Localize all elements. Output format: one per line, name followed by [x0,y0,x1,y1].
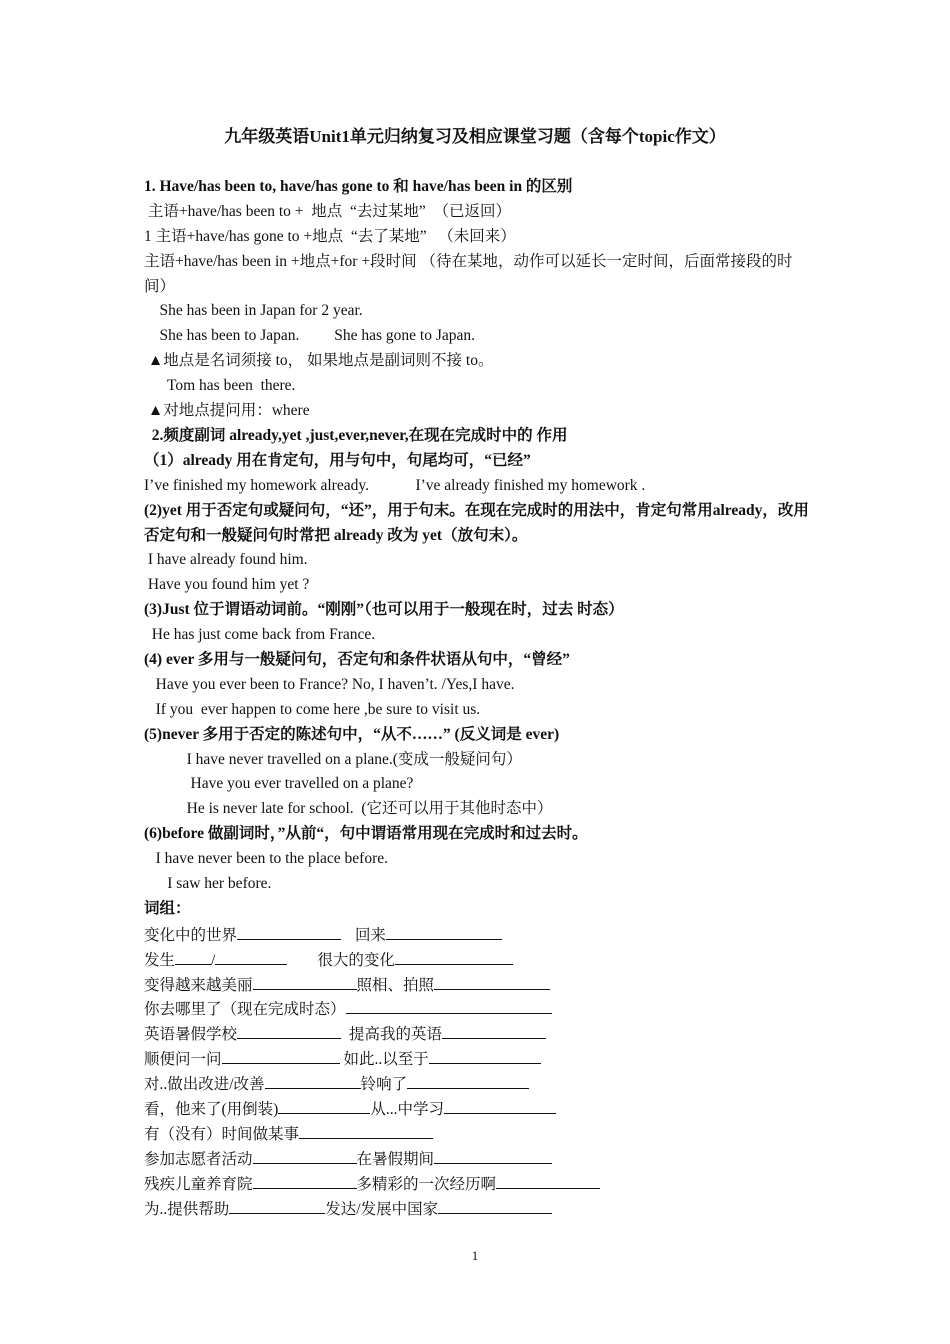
vocab-label: 英语暑假学校 [144,1026,238,1044]
vocab-label: 顺便问一问 [144,1051,222,1069]
text-line: (6)before 做副词时，”从前“，句中谓语常用现在完成时和过去时。 [144,825,588,843]
vocab-label: 从...中学习 [370,1101,444,1119]
text-line: (5)never 多用于否定的陈述句中，“从不……” (反义词是 ever) [144,725,560,743]
text-line: He is never late for school. (它还可以用于其他时态中） [144,800,553,818]
vocab-row [144,972,814,997]
vocab-label: 如此..以至于 [343,1051,429,1069]
text-line: (2)yet 用于否定句或疑问句，“还”，用于句末。在现在完成时的用法中，肯定句常用already，改用否定句和一般疑问句时常把 already 改为 yet（放句末）。 [144,501,809,544]
vocab-label: 为..提供帮助 [144,1200,230,1218]
text-line: Tom has been there. [144,377,296,395]
vocab-label: 回来 [355,926,387,944]
vocab-label: 发达/发展中国家 [325,1200,439,1218]
vocab-row [144,1046,814,1071]
text-line: 2.频度副词 already,yet ,just,ever,never,在现在完成时中的 作用 [144,426,568,444]
vocab-label: 在暑假期间 [356,1150,435,1168]
answer-blank[interactable] [229,1196,325,1214]
vocab-label: 有（没有）时间做某事 [144,1125,300,1143]
text-line: I have never been to the place before. [144,850,388,868]
vocab-label: 很大的变化 [317,951,395,969]
page-title: 九年级英语Unit1单元归纳复习及相应课堂习题（含每个topic作文） [224,127,726,146]
text-line: Have you ever travelled on a plane? [144,775,414,793]
answer-blank[interactable] [175,947,211,965]
text-line: I’ve finished my homework already. I’ve already finished my homework . [144,476,646,494]
answer-blank[interactable] [444,1096,556,1114]
page-number: 1 [471,1248,479,1263]
vocab-label: 对..做出改进/改善 [144,1076,265,1094]
answer-blank[interactable] [222,1046,340,1064]
text-line: I have never travelled on a plane.(变成一般疑问句） [144,750,522,768]
vocab-label: 照相、拍照 [356,976,435,994]
text-line: He has just come back from France. [144,626,376,644]
text-line: 1. Have/has been to, have/has gone to 和 have/has been in 的区别 [144,178,573,195]
vocab-row [144,1071,814,1096]
document-body [144,175,814,1220]
answer-blank[interactable] [299,1121,433,1139]
text-line: 主语+have/has been in +地点+for +段时间 （待在某地，动作可以延长一定时间，后面常接段的时间） [144,252,793,295]
answer-blank[interactable] [496,1171,600,1189]
vocab-row [144,1171,814,1196]
answer-blank[interactable] [253,972,357,990]
vocab-label: 提高我的英语 [349,1026,443,1044]
vocab-row [144,1121,814,1146]
text-line: Have you found him yet ? [144,576,310,594]
text-line: 1 主语+have/has gone to +地点 “去了某地” （未回来） [144,227,516,245]
answer-blank[interactable] [429,1046,541,1064]
text-line: If you ever happen to come here ,be sure to visit us. [144,700,481,718]
text-line: ▲对地点提问用：where [144,402,310,420]
vocab-row [144,947,814,972]
vocab-label: 发生 [144,951,176,969]
answer-blank[interactable] [265,1071,361,1089]
text-line: ▲地点是名词须接 to， 如果地点是副词则不接 to。 [144,352,494,370]
vocab-row [144,1096,814,1121]
answer-blank[interactable] [407,1071,529,1089]
text-line: Have you ever been to France? No, I haven’t. /Yes,I have. [144,675,515,693]
text-line: I have already found him. [144,551,308,569]
vocab-row [144,996,814,1021]
vocab-label: 残疾儿童养育院 [144,1175,253,1193]
vocab-label: 变化中的世界 [144,926,238,944]
answer-blank[interactable] [253,1146,357,1164]
vocab-label: / [211,951,216,969]
vocab-row [144,1146,814,1171]
text-line: She has been to Japan. She has gone to Japan. [144,327,476,345]
text-line: (4) ever 多用与一般疑问句，否定句和条件状语从句中，“曾经” [144,650,570,668]
answer-blank[interactable] [434,1146,552,1164]
answer-blank[interactable] [395,947,513,965]
vocab-label: 看，他来了(用倒装) [144,1101,279,1119]
text-line: （1）already 用在肯定句，用与句中，句尾均可，“已经” [144,451,531,469]
answer-blank[interactable] [253,1171,357,1189]
vocab-label: 铃响了 [360,1076,408,1094]
answer-blank[interactable] [278,1096,370,1114]
vocab-row [144,1196,814,1221]
text-line: 主语+have/has been to + 地点 “去过某地” （已返回） [144,202,512,220]
answer-blank[interactable] [442,1021,546,1039]
answer-blank[interactable] [346,996,552,1014]
text-line: 词组： [144,899,191,917]
vocab-label: 多精彩的一次经历啊 [356,1175,497,1193]
answer-blank[interactable] [386,922,502,940]
answer-blank[interactable] [434,972,550,990]
text-line: (3)Just 位于谓语动词前。“刚刚”（也可以用于一般现在时，过去 时态） [144,601,624,619]
vocab-label: 变得越来越美丽 [144,976,253,994]
text-line: I saw her before. [144,875,272,892]
vocab-row [144,1021,814,1046]
vocab-label: 你去哪里了（现在完成时态） [144,1001,346,1019]
answer-blank[interactable] [215,947,287,965]
vocab-label: 参加志愿者活动 [144,1150,253,1168]
text-line: She has been in Japan for 2 year. [144,302,363,320]
answer-blank[interactable] [237,922,341,940]
answer-blank[interactable] [237,1021,341,1039]
vocab-row [144,922,814,947]
answer-blank[interactable] [438,1196,552,1214]
